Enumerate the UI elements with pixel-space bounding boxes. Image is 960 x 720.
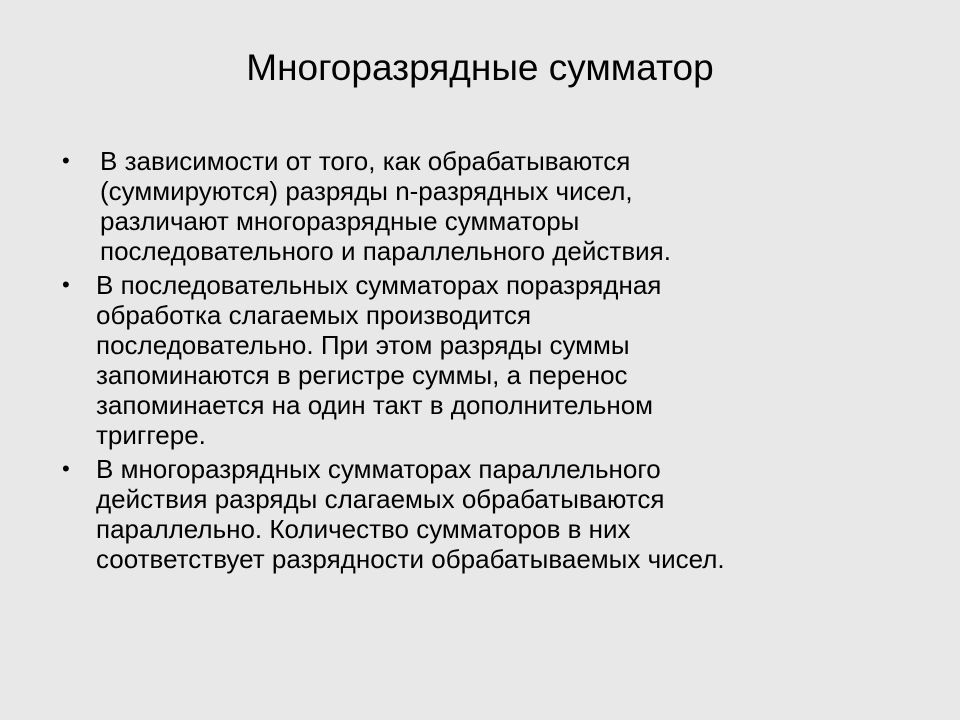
bullet-item-2	[58, 270, 878, 450]
bullet-item-3	[58, 454, 878, 574]
slide-title: Многоразрядные сумматор	[246, 47, 714, 88]
bullet-text-3: В многоразрядных сумматорах параллельного действия разряды слагаемых обрабатываются параллельно. Количество сумматоров в них соответствует разрядности обрабатываемых чисел.	[96, 454, 725, 574]
bullet-text-1: В зависимости от того, как обрабатываются (суммируются) разряды n-разрядных чисел, различают многоразрядные сумматоры последовательного и параллельного действия.	[100, 146, 671, 266]
bullet-list	[58, 146, 878, 578]
bullet-icon: •	[62, 148, 70, 173]
bullet-icon: •	[62, 456, 70, 481]
bullet-item-1	[58, 146, 878, 266]
bullet-icon: •	[62, 272, 70, 297]
bullet-text-2: В последовательных сумматорах поразрядная обработка слагаемых производится последовательно. При этом разряды суммы запоминаются в регистре суммы, а перенос запоминается на один такт в дополнительном триггере.	[96, 270, 662, 450]
